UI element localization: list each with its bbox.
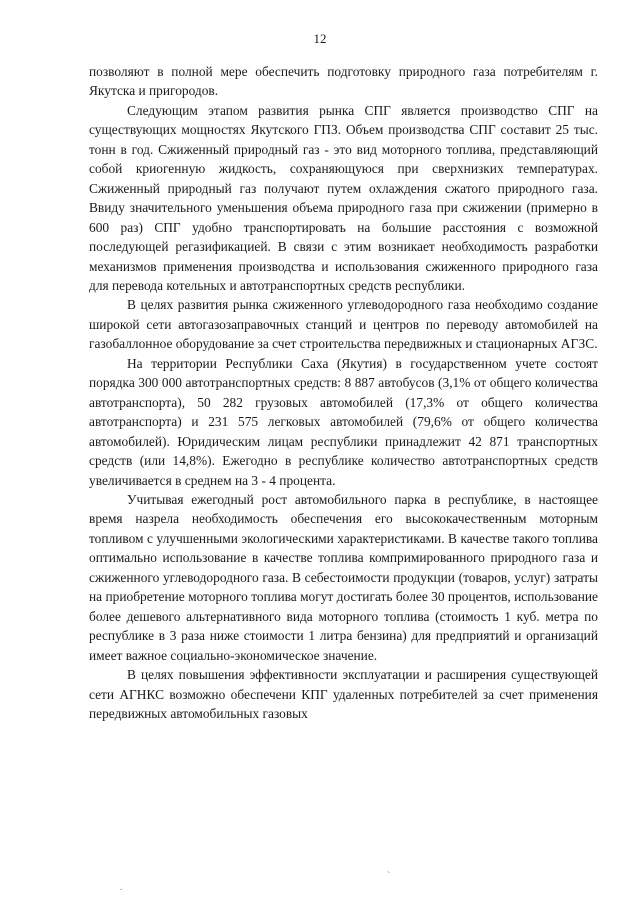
paragraph-agnks-network: В целях повышения эффективности эксплуатации и расширения существующей сети АГНКС возможно обеспечени КПГ удаленных потребителей за счет применения передвижных автомобильных газовых: [89, 667, 598, 721]
paragraph-continuation: позволяют в полной мере обеспечить подготовку природного газа потребителям г. Якутска и пригородов.: [89, 64, 598, 99]
document-body: [89, 62, 598, 723]
paragraph-vehicle-statistics: На территории Республики Саха (Якутия) в государственном учете состоят порядка 300 000 автотранспортных средств: 8 887 автобусов (3,1% от общего количества автотранспорта), 50 282 грузовых автомобилей (17,3% от общего количества автотранспорта) и 231 575 легковых автомобилей (79,6% от общего количества автомобилей). Юридическим лицам республики принадлежит 42 871 транспортных средств (или 14,8%). Ежегодно в республике количество автотранспортных средств увеличивается в среднем на 3 - 4 процента.: [89, 355, 598, 488]
paragraph-lpg-market: В целях развития рынка сжиженного углеводородного газа необходимо создание широкой сети автогазозаправочных станций и центров по переводу автомобилей на газобаллонное оборудование за счет строительства передвижных и стационарных АГЗС.: [89, 297, 598, 352]
scan-mark: .: [120, 882, 123, 892]
scan-mark: `: [387, 870, 390, 880]
page-number: 12: [313, 31, 327, 46]
paragraph-lng-production: Следующим этапом развития рынка СПГ является производство СПГ на существующих мощностях Якутского ГПЗ. Объем производства СПГ составит 25 тыс. тонн в год. Сжиженный природный газ - это вид моторного топлива, представляющий собой криогенную жидкость, сохраняющуюся при сверхнизких температурах. Сжиженный природный газ получают путем охлаждения сжатого природного газа. Ввиду значительного уменьшения объема природного газа при сжижении (примерно в 600 раз) СПГ удобно транспортировать на большие расстояния с возможной последующей регазификацией. В связи с этим возникает необходимость разработки механизмов применения производства и использования сжиженного природного газа для перевода котельных и автотранспортных средств республики.: [89, 102, 598, 293]
paragraph-motor-fuel: Учитывая ежегодный рост автомобильного парка в республике, в настоящее время назрела необходимость обеспечения его высококачественным моторным топливом с улучшенными экологическими характеристиками. В качестве такого топлива оптимально использование в качестве топлива компримированного природного газа и сжиженного углеводородного газа. В себестоимости продукции (товаров, услуг) затраты на приобретение моторного топлива могут достигать более 30 процентов, использование более дешевого альтернативного вида моторного топлива (стоимость 1 куб. метра по республике в 3 раза ниже стоимости 1 литра бензина) для предприятий и организаций имеет важное социально-экономическое значение.: [89, 491, 598, 663]
